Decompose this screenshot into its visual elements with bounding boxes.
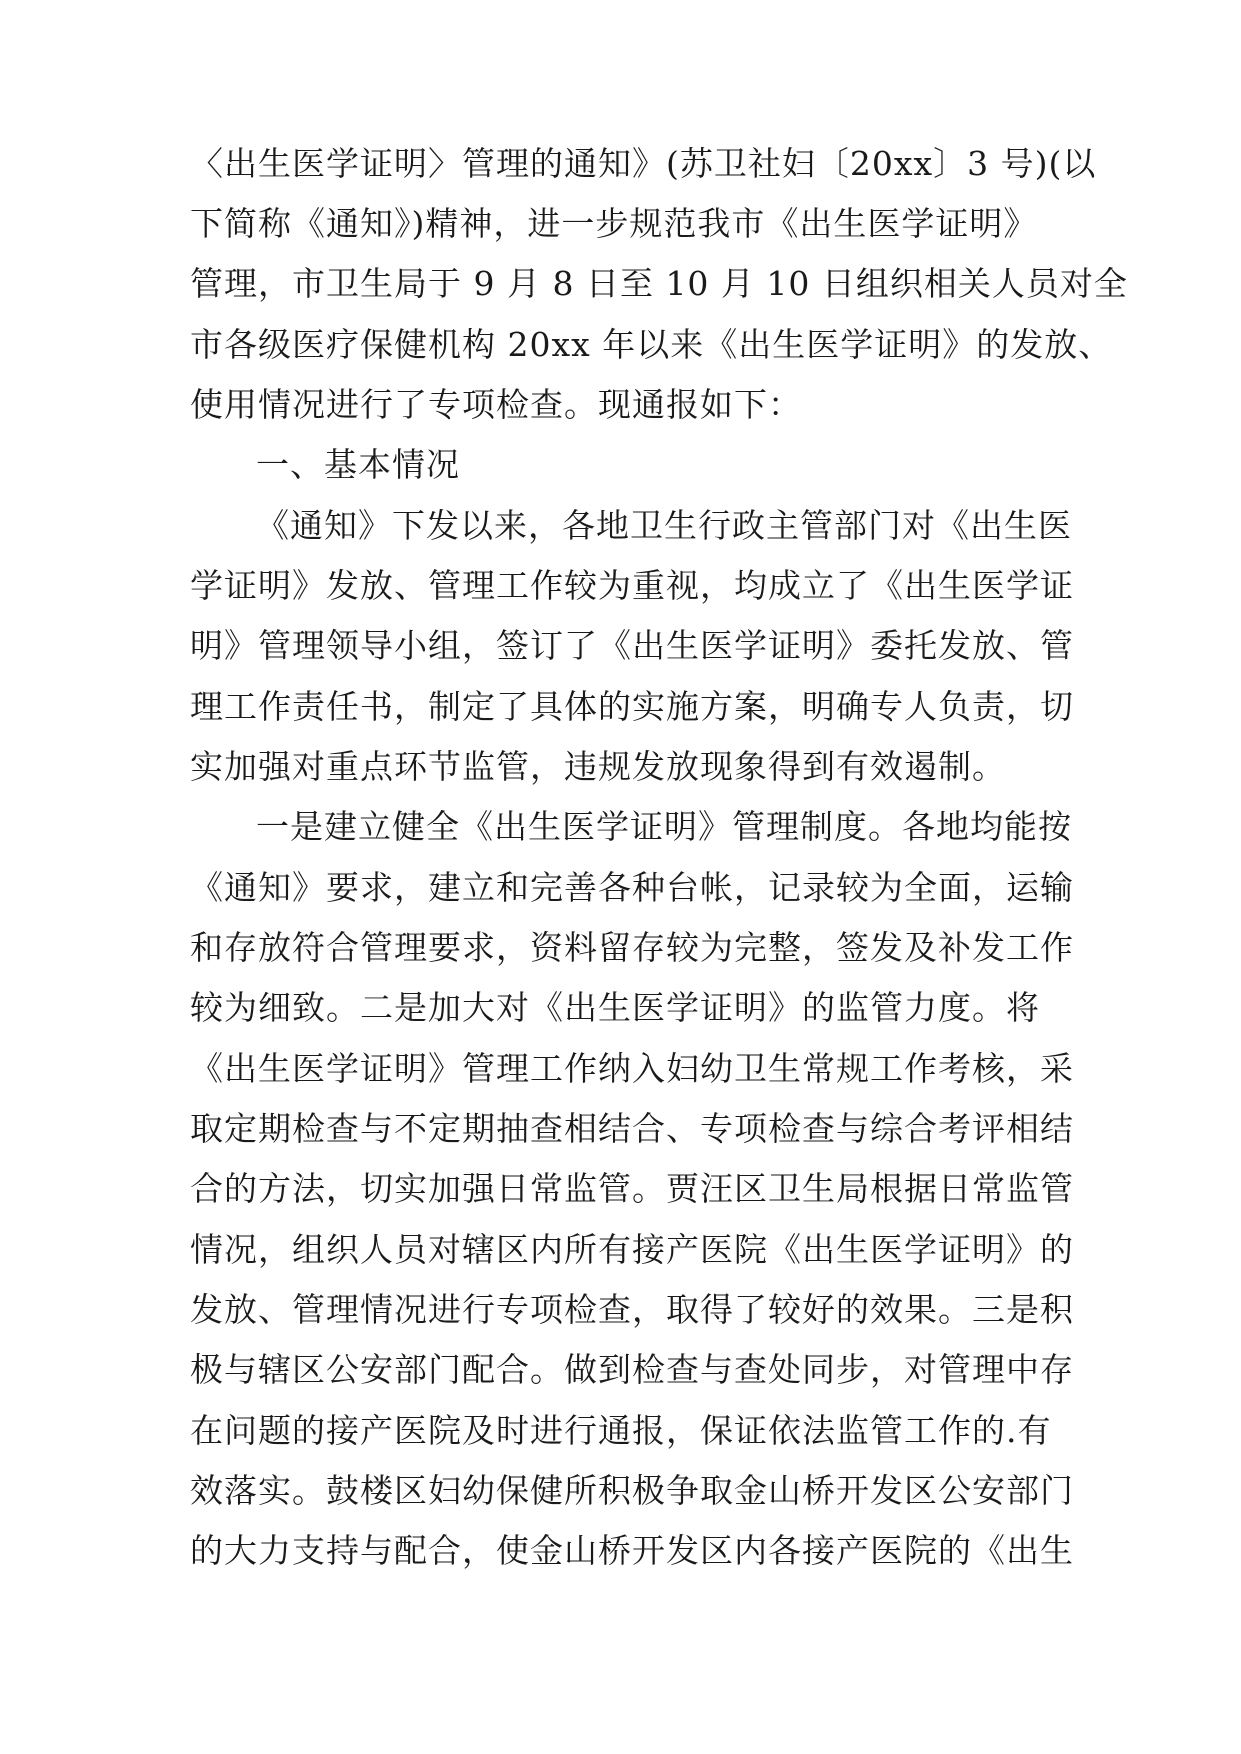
text-line: 在问题的接产医院及时进行通报，保证依法监管工作的.有 xyxy=(190,1411,1052,1450)
text-line: 〈出生医学证明〉管理的通知》(苏卫社妇〔20xx〕3 号)(以 xyxy=(190,144,1097,183)
text-line: 取定期检查与不定期抽查相结合、专项检查与综合考评相结 xyxy=(190,1109,1074,1148)
text-line: 合的方法，切实加强日常监管。贾汪区卫生局根据日常监管 xyxy=(190,1169,1074,1208)
text-line: 下简称《通知》)精神，进一步规范我市《出生医学证明》 xyxy=(190,204,1038,243)
text-line: 和存放符合管理要求，资料留存较为完整，签发及补发工作 xyxy=(190,928,1074,967)
text-line: 一是建立健全《出生医学证明》管理制度。各地均能按 xyxy=(256,807,1072,846)
text-line: 效落实。鼓楼区妇幼保健所积极争取金山桥开发区公安部门 xyxy=(190,1471,1074,1510)
text-line: 管理，市卫生局于 9 月 8 日至 10 月 10 日组织相关人员对全 xyxy=(190,264,1128,303)
section-heading: 一、基本情况 xyxy=(256,445,460,484)
text-line: 《通知》下发以来，各地卫生行政主管部门对《出生医 xyxy=(256,506,1072,545)
text-line: 明》管理领导小组，签订了《出生医学证明》委托发放、管 xyxy=(190,626,1074,665)
text-line: 学证明》发放、管理工作较为重视，均成立了《出生医学证 xyxy=(190,566,1074,605)
text-line: 《通知》要求，建立和完善各种台帐，记录较为全面，运输 xyxy=(190,868,1074,907)
text-line: 使用情况进行了专项检查。现通报如下： xyxy=(190,385,802,424)
text-line: 发放、管理情况进行专项检查，取得了较好的效果。三是积 xyxy=(190,1290,1074,1329)
text-line: 情况，组织人员对辖区内所有接产医院《出生医学证明》的 xyxy=(190,1230,1074,1269)
text-line: 的大力支持与配合，使金山桥开发区内各接产医院的《出生 xyxy=(190,1531,1074,1570)
text-line: 市各级医疗保健机构 20xx 年以来《出生医学证明》的发放、 xyxy=(190,325,1113,364)
text-line: 极与辖区公安部门配合。做到检查与查处同步，对管理中存 xyxy=(190,1350,1074,1389)
text-line: 理工作责任书，制定了具体的实施方案，明确专人负责，切 xyxy=(190,687,1074,726)
text-line: 《出生医学证明》管理工作纳入妇幼卫生常规工作考核，采 xyxy=(190,1049,1074,1088)
text-line: 较为细致。二是加大对《出生医学证明》的监管力度。将 xyxy=(190,988,1040,1027)
text-line: 实加强对重点环节监管，违规发放现象得到有效遏制。 xyxy=(190,747,1006,786)
